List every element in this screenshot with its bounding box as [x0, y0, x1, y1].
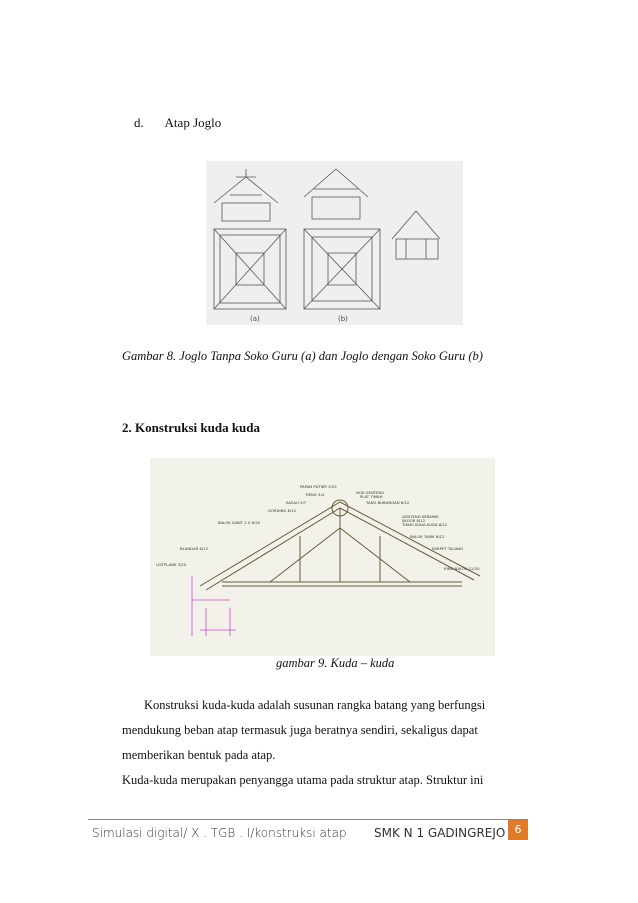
truss-label: NOK GENTENG — [356, 490, 385, 495]
footer-divider — [88, 819, 528, 820]
truss-label: TIANG KUDA-KUDA 8/12 — [402, 522, 448, 527]
paragraph-line: memberikan bentuk pada atap. — [122, 748, 276, 762]
truss-label: BALOK SABIT 2 X 6/20 — [218, 520, 261, 525]
truss-label: KARPET TALANG — [432, 546, 464, 551]
footer-course-title: Simulasi digital/ X . TGB . I/konstruksi atap — [92, 826, 347, 840]
truss-label: TANG BUBUNGAN 8/12 — [366, 500, 410, 505]
section-heading: 2. Konstruksi kuda kuda — [122, 420, 261, 435]
truss-label: RING BALOK 12/20 — [444, 566, 480, 571]
truss-label: PAPAN PUTIER 3/25 — [300, 484, 337, 489]
figure1-label-a: (a) — [250, 315, 260, 323]
truss-label: GORDING 8/12 — [268, 508, 297, 513]
page-number: 6 — [508, 820, 528, 840]
truss-label: LISTPLANK 3/20 — [156, 562, 187, 567]
truss-label: BALOK TARIK 8/12 — [410, 534, 445, 539]
joglo-drawing — [206, 161, 463, 325]
paragraph-line: Konstruksi kuda-kuda adalah susunan rangka batang yang berfungsi — [144, 698, 486, 712]
list-item-atap-joglo — [134, 115, 221, 131]
figure1-label-b: (b) — [338, 315, 348, 323]
truss-label: SKOOR 8/12 — [402, 518, 426, 523]
truss-label: BLANDAR 8/12 — [180, 546, 209, 551]
truss-label: PLAT TIMAH — [360, 494, 383, 499]
footer-school-name: SMK N 1 GADINGREJO — [374, 826, 506, 840]
list-item-label: d. — [134, 115, 144, 130]
figure-kuda-kuda-truss — [150, 458, 495, 656]
figure2-caption: gambar 9. Kuda – kuda — [276, 656, 395, 670]
figure-joglo-drawings — [206, 161, 463, 325]
truss-label: RENG 3/4 — [306, 492, 325, 497]
list-item-text: Atap Joglo — [164, 115, 222, 130]
paragraph-line: Kuda-kuda merupakan penyangga utama pada struktur atap. Struktur ini — [122, 773, 484, 787]
truss-label: GENTENG KERAMIK — [402, 514, 439, 519]
body-paragraph — [122, 693, 512, 793]
truss-drawing — [150, 458, 495, 656]
paragraph-line: mendukung beban atap termasuk juga beratnya sendiri, sekaligus dapat — [122, 723, 478, 737]
truss-label: KASAU 5/7 — [286, 500, 307, 505]
figure1-caption: Gambar 8. Joglo Tanpa Soko Guru (a) dan Joglo dengan Soko Guru (b) — [122, 349, 483, 363]
